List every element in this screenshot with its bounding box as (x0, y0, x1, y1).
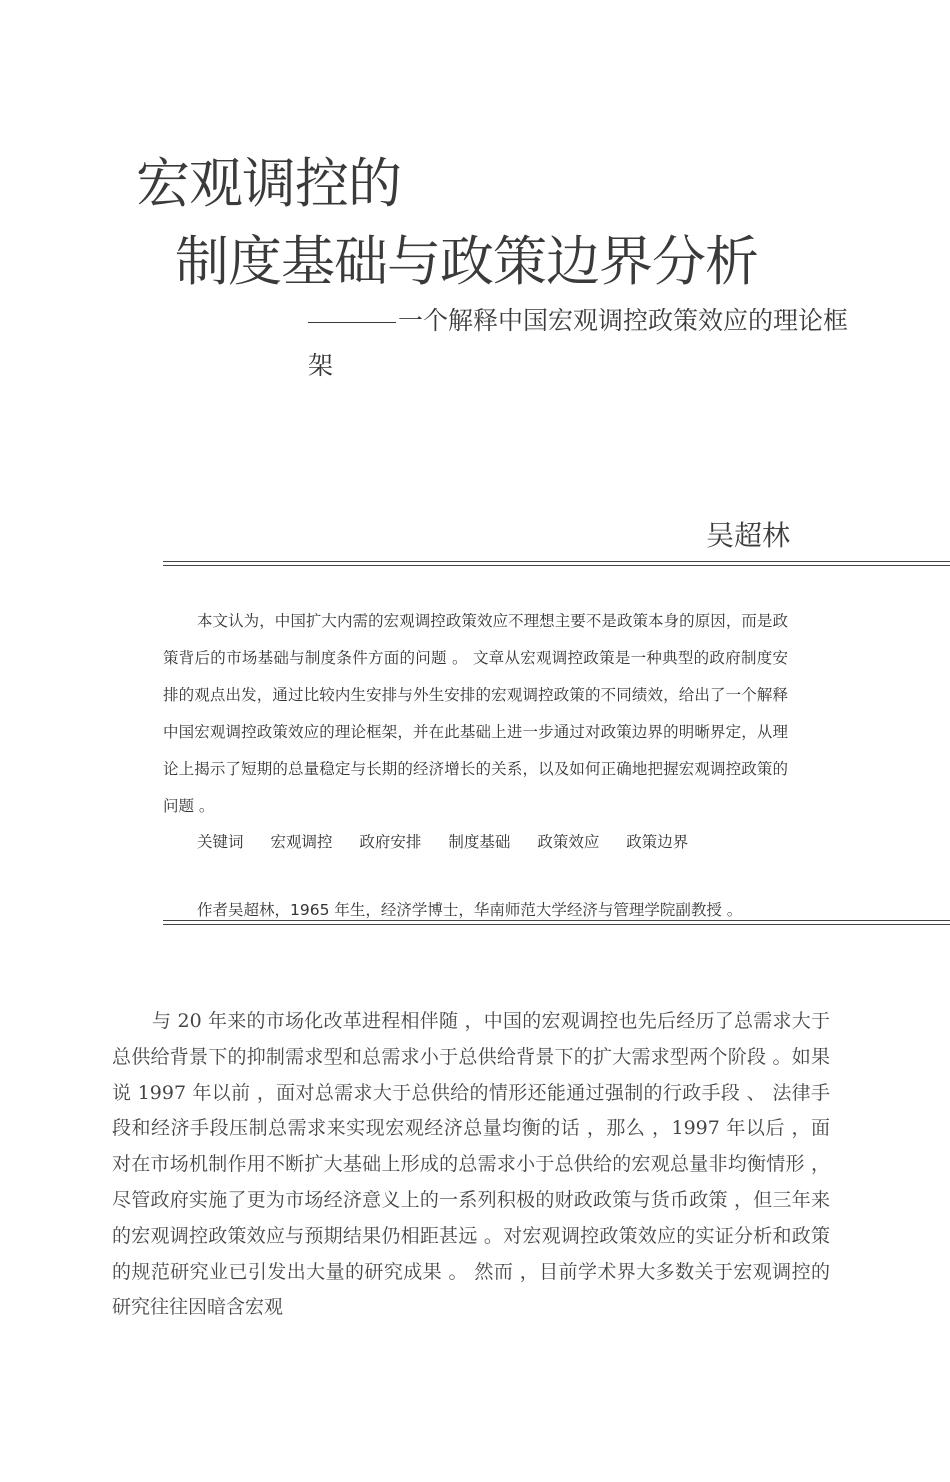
top-rule-upper (163, 561, 950, 562)
bottom-rule-lower (163, 924, 950, 925)
keyword-item: 政府安排 (359, 833, 422, 851)
author-name: 吴超林 (705, 519, 790, 552)
abstract (163, 603, 788, 825)
top-rule-lower (163, 565, 950, 566)
subtitle-text: 一个解释中国宏观调控政策效应的理论框架 (308, 306, 849, 380)
bottom-rule-upper (163, 920, 950, 921)
keyword-item: 宏观调控 (270, 833, 333, 851)
keywords-label: 关键词 (197, 833, 244, 851)
keyword-item: 制度基础 (448, 833, 511, 851)
author-info: 作者吴超林，1965 年生，经济学博士，华南师范大学经济与管理学院副教授 。 (197, 901, 743, 919)
keywords (197, 825, 710, 859)
body-paragraph: 与 20 年来的市场化改革进程相伴随 ，中国的宏观调控也先后经历了总需求大于总供给背景下的抑制需求型和总需求小于总供给背景下的扩大需求型两个阶段 。如果说 1997 年以前 ，面对总需求大于总供给的情形还能通过强制的行政手段 、 法律手段和经济手段压制总需求来实现宏观经济总量均衡的话 ，那么 ，1997 年以后 ，面对在市场机制作用不断扩大基础上形成的总需求小于总供给的宏观总量非均衡情形 ，尽管政府实施了更为市场经济意义上的一系列积极的财政政策与货币政策 ，但三年来的宏观调控政策效应与预期结果仍相距甚远 。对宏观调控政策效应的实证分析和政策的规范研究业已引发出大量的研究成果 。 然而 ，目前学术界大多数关于宏观调控的研究往往因暗含宏观 (112, 1010, 830, 1319)
subtitle-dash (308, 322, 396, 323)
keyword-item: 政策效应 (537, 833, 600, 851)
title-line-1: 宏观调控的 (136, 152, 401, 215)
keyword-item: 政策边界 (626, 833, 689, 851)
title-line-2: 制度基础与政策边界分析 (175, 230, 758, 293)
subtitle (308, 298, 848, 388)
abstract-text: 本文认为，中国扩大内需的宏观调控政策效应不理想主要不是政策本身的原因，而是政策背后的市场基础与制度条件方面的问题 。 文章从宏观调控政策是一种典型的政府制度安排的观点出发，通过比较内生安排与外生安排的宏观调控政策的不同绩效，给出了一个解释中国宏观调控政策效应的理论框架，并在此基础上进一步通过对政策边界的明晰界定，从理论上揭示了短期的总量稳定与长期的经济增长的关系，以及如何正确地把握宏观调控政策的问题 。 (163, 612, 788, 815)
